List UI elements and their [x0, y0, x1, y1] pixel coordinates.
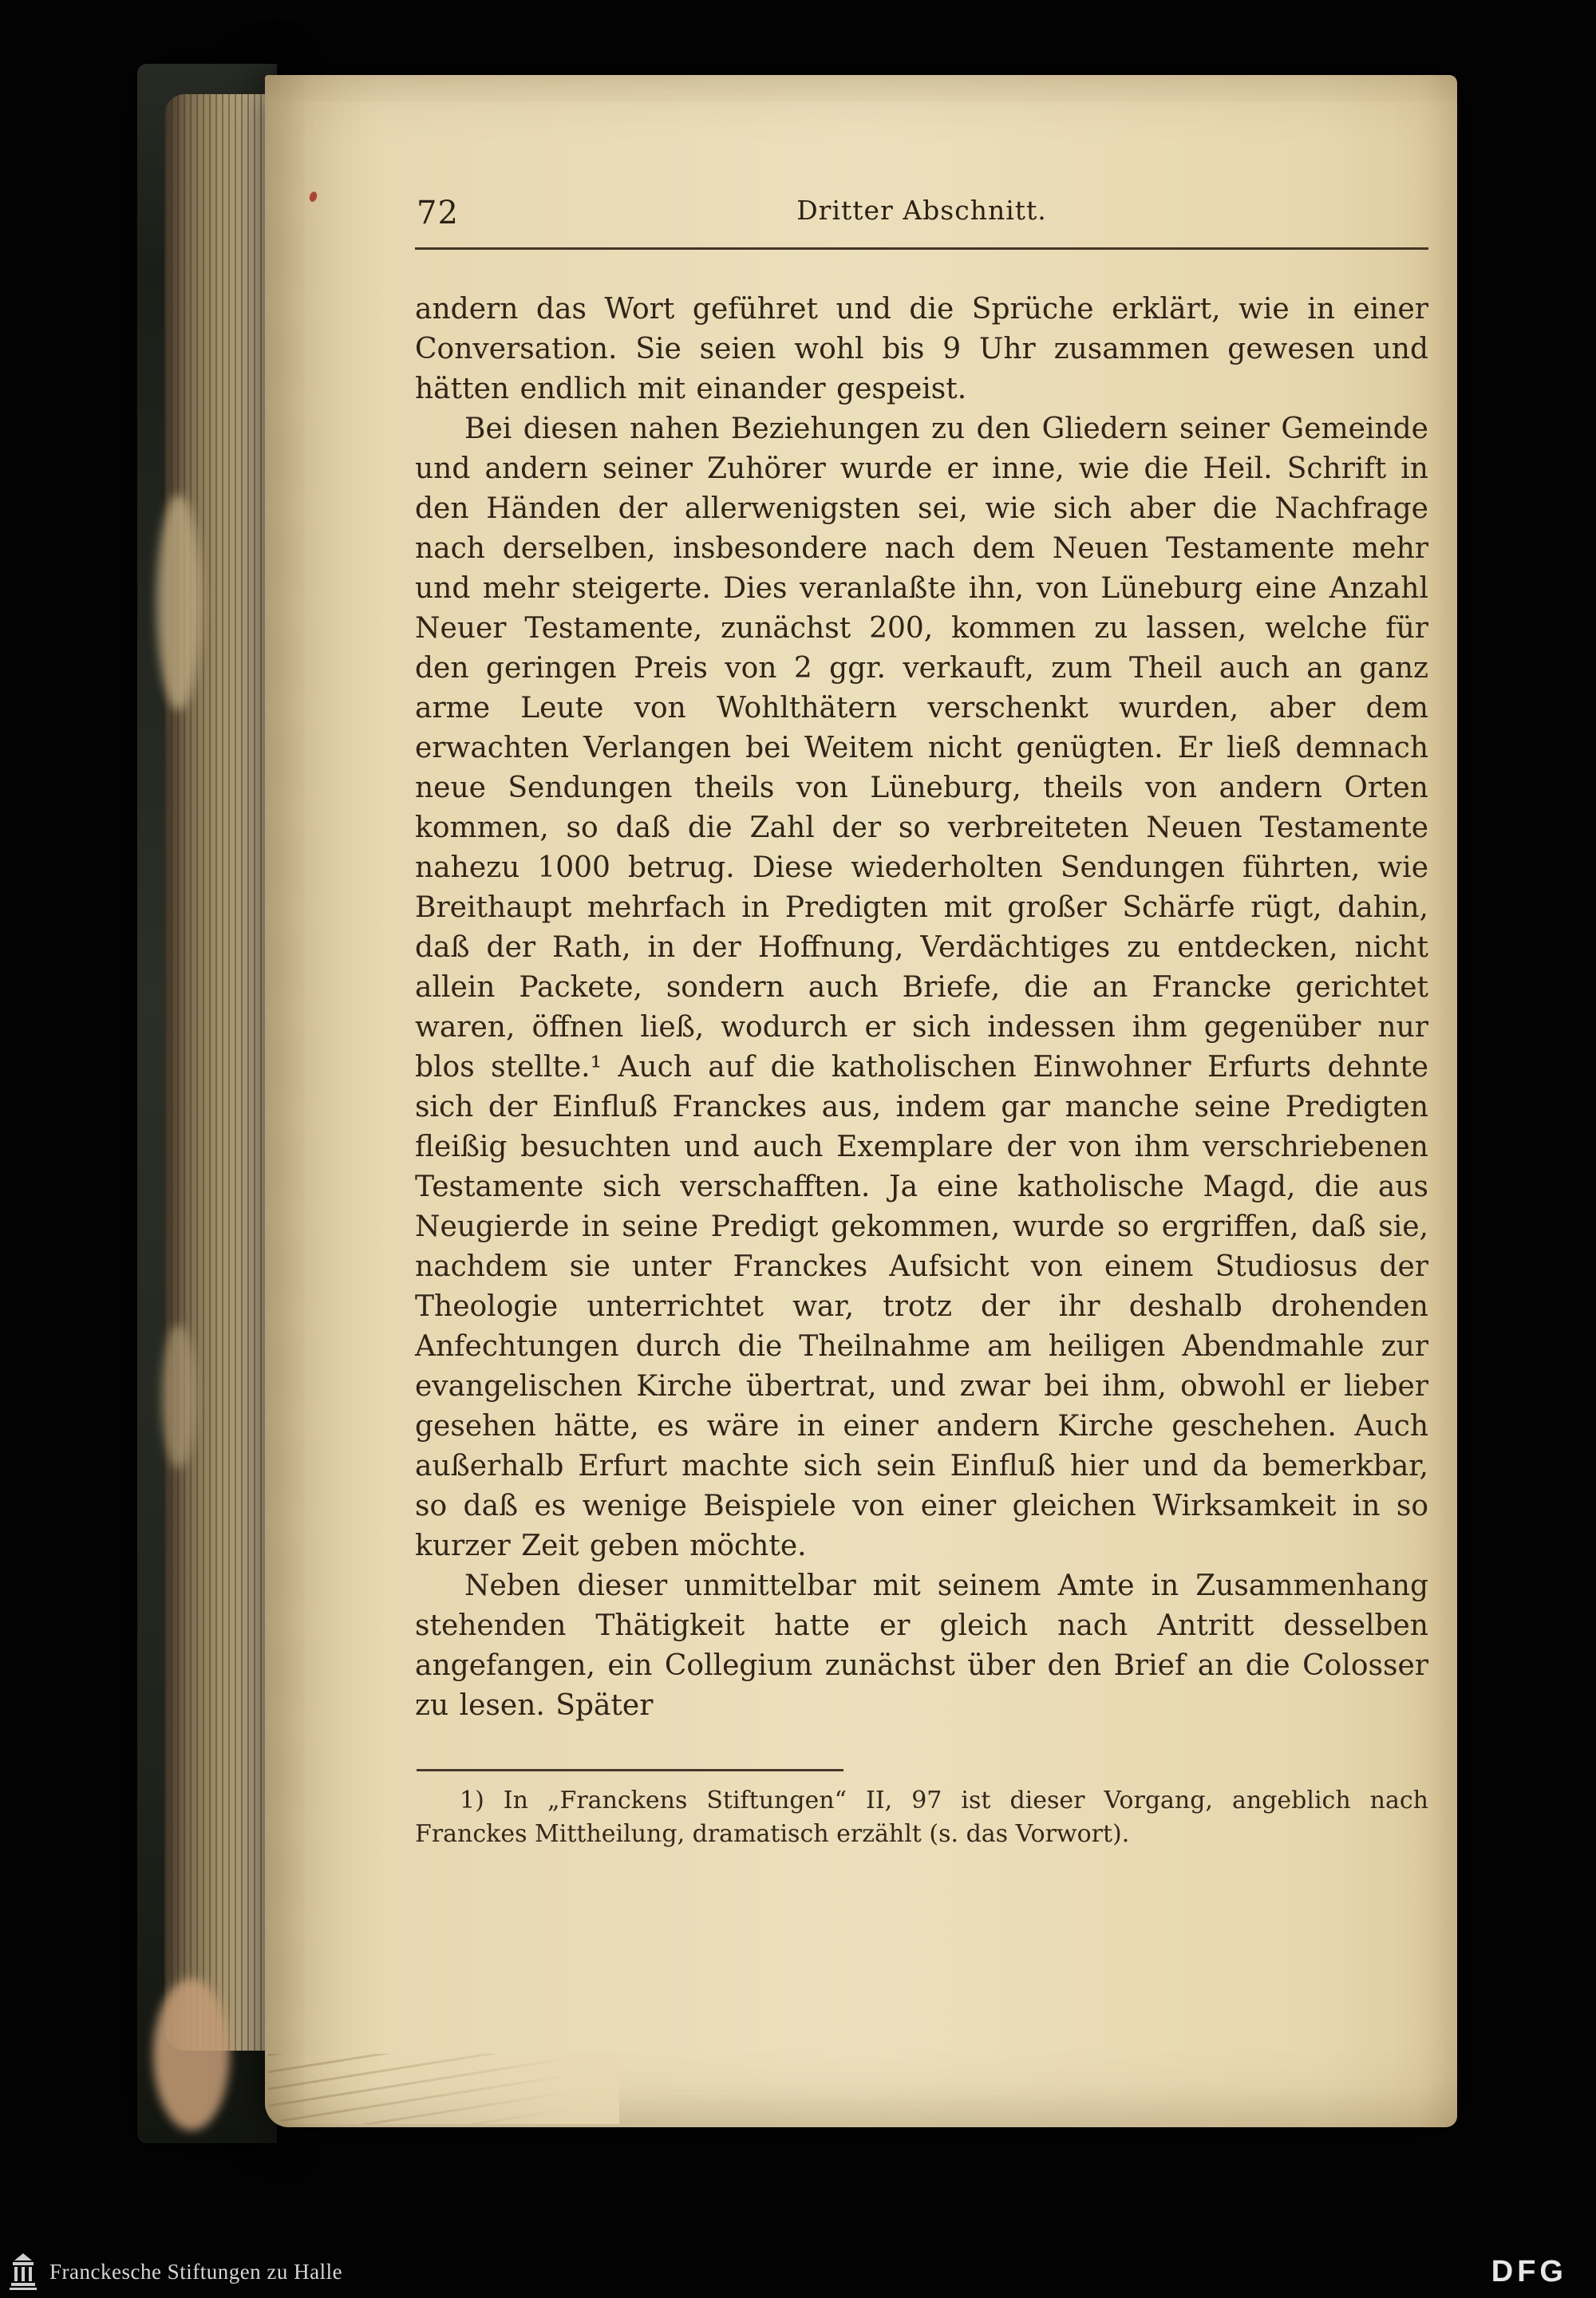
provider-name: Franckesche Stiftungen zu Halle [49, 2259, 343, 2284]
page-number: 72 [417, 195, 459, 231]
franckesche-stiftungen-logo-icon [8, 2253, 38, 2290]
book-page [265, 75, 1457, 2127]
page-header [415, 195, 1428, 236]
spine-worn-patch [161, 1325, 196, 1468]
footnote-rule [417, 1769, 843, 1771]
provider-watermark [8, 2253, 342, 2290]
paragraph: Bei diesen nahen Beziehungen zu den Gliedern seiner Gemeinde und andern seiner Zuhörer wurde er inne, wie die Heil. Schrift in den Händen der allerwenigsten sei, wie sich aber die Nachfrage nach derselben, insbesondere nach dem Neuen Testamente mehr und mehr steigerte. Dies veranlaßte ihn, von Lüneburg eine Anzahl Neuer Testamente, zunächst 200, kommen zu lassen, welche für den geringen Preis von 2 ggr. verkauft, zum Theil auch an ganz arme Leute von Wohlthätern verschenkt wurden, aber dem erwachten Verlangen bei Weitem nicht genügten. Er ließ demnach neue Sendungen theils von Lüneburg, theils von andern Orten kommen, so daß die Zahl der so verbreiteten Neuen Testamente nahezu 1000 betrug. Diese wiederholten Sendungen führten, wie Breithaupt mehrfach in Predigten mit großer Schärfe rügt, dahin, daß der Rath, in der Hoffnung, Verdächtiges zu entdecken, nicht allein Packete, sondern auch Briefe, die an Francke gerichtet waren, öffnen ließ, wodurch er sich indessen ihm gegenüber nur blos stellte.¹ Auch auf die katholischen Einwohner Erfurts dehnte sich der Einfluß Franckes aus, indem gar manche seine Predigten fleißig besuchten und auch Exemplare der von ihm verschriebenen Testamente sich verschafften. Ja eine katholische Magd, die aus Neugierde in seine Predigt gekommen, wurde so ergriffen, daß sie, nachdem sie unter Franckes Aufsicht von einem Studiosus der Theologie unterrichtet war, trotz der ihr deshalb drohenden Anfechtungen durch die Theilnahme am heiligen Abendmahle zur evangelischen Kirche übertrat, und zwar bei ihm, obwohl er lieber gesehen hätte, es wäre in einer andern Kirche geschehen. Auch außerhalb Erfurt machte sich sein Einfluß hier und da bemerkbar, so daß es wenige Beispiele von einer gleichen Wirksamkeit in so kurzer Zeit geben möchte. [415, 413, 1428, 1562]
header-rule [415, 247, 1428, 250]
dfg-logo: DFG [1491, 2254, 1567, 2288]
book-page-edges [164, 94, 268, 2051]
page-body [415, 290, 1428, 1726]
paragraph: andern das Wort geführet und die Sprüche erklärt, wie in einer Conversation. Sie seien wohl bis 9 Uhr zusammen gewesen und hätten endlich mit einander gespeist. [415, 293, 1428, 405]
red-mark [308, 191, 318, 203]
paragraph: Neben dieser unmittelbar mit seinem Amte in Zusammenhang stehenden Thätigkeit hatte er gleich nach Antritt desselben angefangen, ein Collegium zunächst über den Brief an die Colosser zu lesen. Später [415, 1570, 1428, 1722]
footnote: 1) In „Franckens Stiftungen“ II, 97 ist dieser Vorgang, angeblich nach Franckes Mittheilung, dramatisch erzählt (s. das Vorwort). [415, 1787, 1428, 1848]
spine-worn-patch [153, 1979, 230, 2130]
spine-worn-patch [156, 495, 201, 710]
running-title: Dritter Abschnitt. [796, 195, 1047, 226]
page-curl-lines [268, 2054, 619, 2124]
watermark-bar [0, 2245, 1596, 2298]
